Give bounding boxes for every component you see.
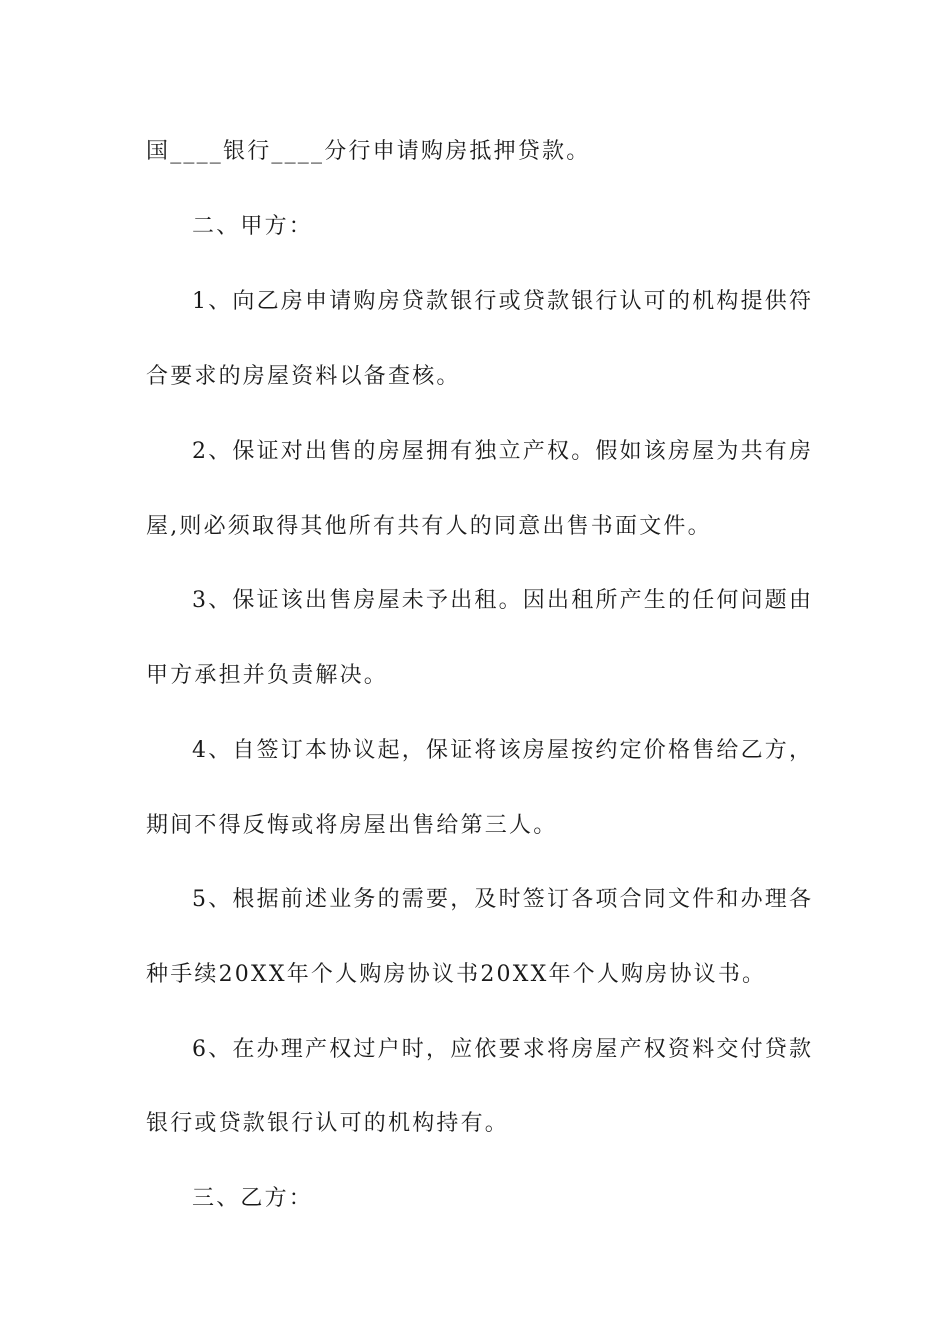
section-heading-party-a: 二、甲方： bbox=[192, 214, 314, 239]
clause-6-line-2: 银行或贷款银行认可的机构持有。 bbox=[146, 1111, 510, 1136]
clause-4-line-2: 期间不得反悔或将房屋出售给第三人。 bbox=[146, 813, 558, 838]
clause-5-line-2: 种手续20XX年个人购房协议书20XX年个人购房协议书。 bbox=[146, 962, 767, 987]
clause-5-line-1: 5、根据前述业务的需要，及时签订各项合同文件和办理各 bbox=[192, 887, 814, 912]
clause-6-line-1: 6、在办理产权过户时，应依要求将房屋产权资料交付贷款 bbox=[192, 1037, 814, 1062]
clause-2-line-2: 屋,则必须取得其他所有共有人的同意出售书面文件。 bbox=[146, 514, 712, 539]
clause-3-line-2: 甲方承担并负责解决。 bbox=[146, 663, 389, 688]
clause-2-line-1: 2、保证对出售的房屋拥有独立产权。假如该房屋为共有房 bbox=[192, 439, 814, 464]
clause-1-line-2: 合要求的房屋资料以备查核。 bbox=[146, 364, 461, 389]
clause-4-line-1: 4、自签订本协议起，保证将该房屋按约定价格售给乙方， bbox=[192, 738, 814, 763]
clause-1-line-1: 1、向乙房申请购房贷款银行或贷款银行认可的机构提供符 bbox=[192, 289, 814, 314]
clause-3-line-1: 3、保证该出售房屋未予出租。因出租所产生的任何问题由 bbox=[192, 588, 814, 613]
text-line-1: 国____银行____分行申请购房抵押贷款。 bbox=[146, 139, 591, 164]
section-heading-party-b: 三、乙方： bbox=[192, 1186, 314, 1211]
